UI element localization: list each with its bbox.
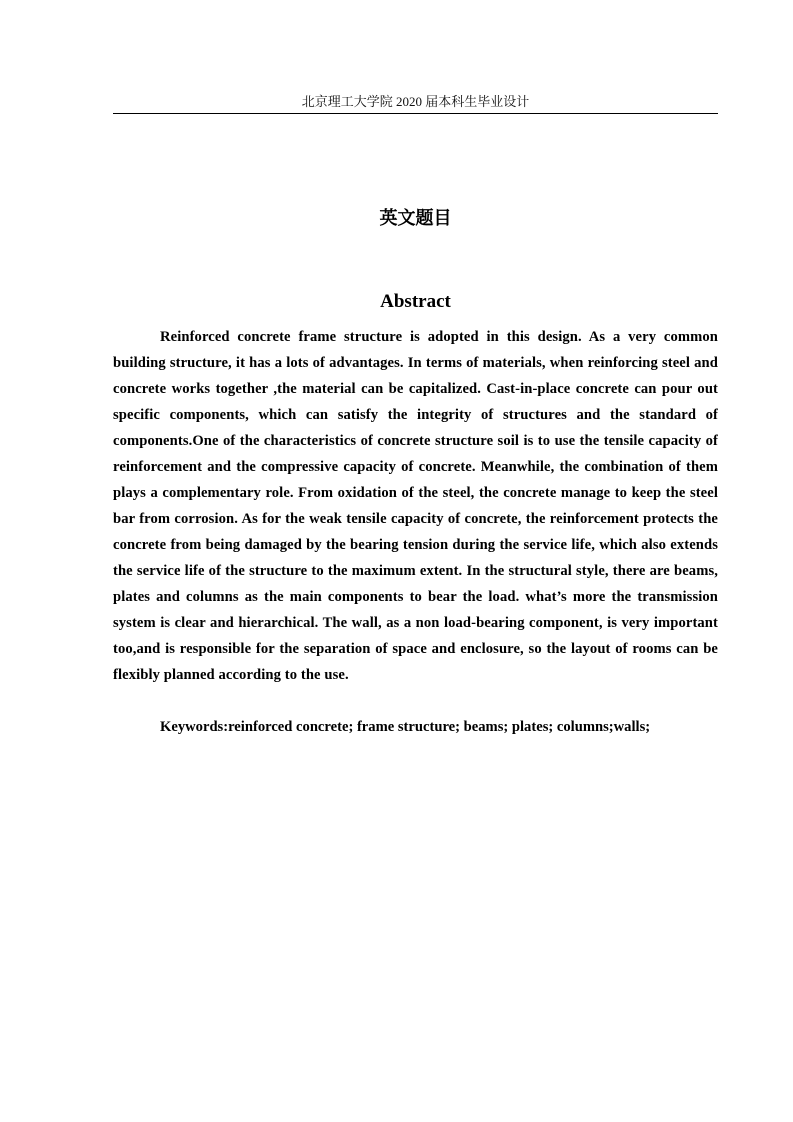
header-divider xyxy=(113,113,718,114)
page-title: 英文题目 xyxy=(379,208,452,229)
abstract-heading: Abstract xyxy=(380,291,451,312)
keywords-line: Keywords:reinforced concrete; frame structure; beams; plates; columns;walls; xyxy=(160,719,651,735)
abstract-paragraph: Reinforced concrete frame structure is adopted in this design. As a very common building structure, it has a lots of advantages. In terms of materials, when reinforcing steel and concrete works together ,the material can be capitalized. Cast-in-place concrete can pour out specific components, which can satisfy the integrity of structures and the standard of components.One of the characteristics of concrete structure soil is to use the tensile capacity of reinforcement and the compressive capacity of concrete. Meanwhile, the combination of them plays a complementary role. From oxidation of the steel, the concrete manage to keep the steel bar from corrosion. As for the weak tensile capacity of concrete, the reinforcement protects the concrete from being damaged by the bearing tension during the service life, which also extends the service life of the structure to the maximum extent. In the structural style, there are beams, plates and columns as the main components to bear the load. what’s more the transmission system is clear and hierarchical. The wall, as a non load-bearing component, is very important too,and is responsible for the separation of space and enclosure, so the layout of rooms can be flexibly planned according to the use. xyxy=(113,329,718,683)
running-header: 北京理工大学院 2020 届本科生毕业设计 xyxy=(301,94,530,109)
